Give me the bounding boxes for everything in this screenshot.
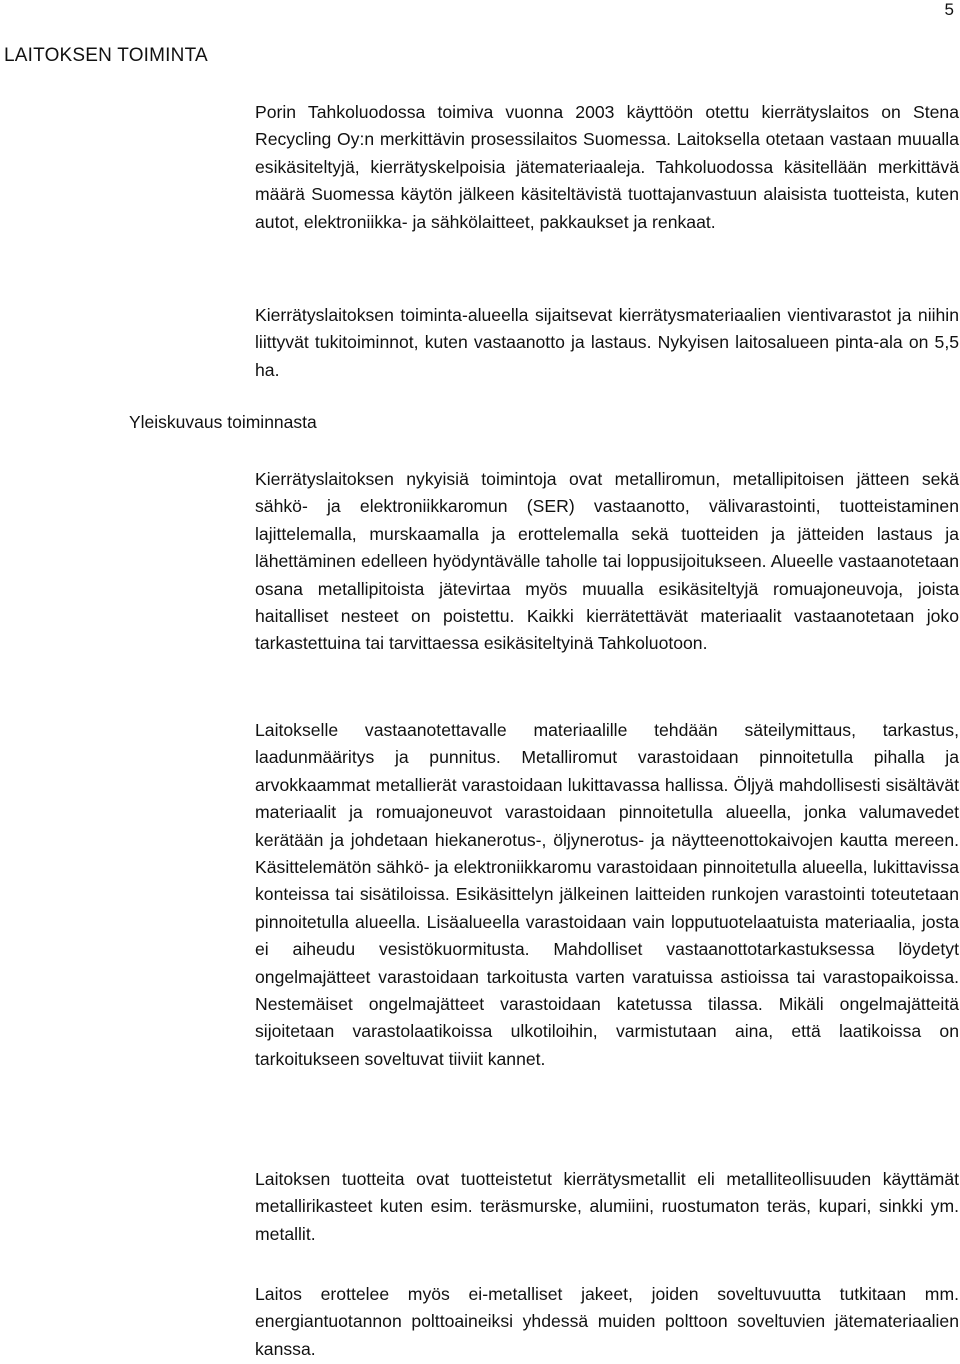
paragraph-operations: Kierrätyslaitoksen nykyisiä toimintoja ovat metalliromun, metallipitoisen jätteen sekä sähkö- ja elektroniikkaromun (SER) vastaanotto, välivarastointi, tuotteistaminen lajittelemalla, murskaamalla ja erottelemalla sekä tuotteiden ja jätteiden lastaus ja lähettäminen edelleen hyödyntävälle taholle tai loppusijoitukseen. Alueelle vastaanotetaan osana metallipitoista jätevirtaa myös muualla esikäsiteltyjä romuajoneuvoja, joista haitalliset nesteet on poistettu. Kaikki kierrätettävät materiaalit vastaanotetaan joko tarkastettuina tai tarvittaessa esikäsiteltyinä Tahkoluotoon. [255,469,959,654]
paragraph-storage: Laitokselle vastaanotettavalle materiaalille tehdään säteilymittaus, tarkastus, laadunmääritys ja punnitus. Metalliromut varastoidaan pinnoitetulla pihalla ja arvokkaammat metallierät varastoidaan lukittavassa hallissa. Öljyä mahdollisesti sisältävät materiaalit ja romuajoneuvot varastoidaan pinnoitetulla alueella, jonka valumavedet kerätään ja johdetaan hiekanerotus-, öljynerotus- ja näytteenottokaivojen kautta mereen. Käsittelemätön sähkö- ja elektroniikkaromu varastoidaan pinnoitetulla alueella, lukittavissa konteissa tai sisätiloissa. Esikäsittelyn jälkeinen laitteiden runkojen varastointi toteutetaan pinnoitetulla alueella. Lisäalueella varastoidaan vain lopputuotelaatuista materiaalia, josta ei aiheudu vesistökuormitusta. Mahdolliset vastaanottotarkastuksessa löydetyt ongelmajätteet varastoidaan tarkoitusta varten varatuissa astioissa tai varastopaikoissa. Nestemäiset ongelmajätteet varastoidaan katetussa tilassa. Mikäli ongelmajätteitä sijoitetaan varastolaatikoissa ulkotiloihin, varmistutaan aina, että laatikoissa on tarkoitukseen soveltuvat tiiviit kannet. [255,720,959,1069]
subheading-overview: Yleiskuvaus toiminnasta [129,412,317,432]
paragraph-non-metallic: Laitos erottelee myös ei-metalliset jakeet, joiden soveltuvuutta tutkitaan mm. energiantuotannon polttoaineiksi yhdessä muiden polttoon soveltuvien jätemateriaalien kanssa. [255,1284,959,1359]
paragraph-area: Kierrätyslaitoksen toiminta-alueella sijaitsevat kierrätysmateriaalien vientivarastot ja niihin liittyvät tukitoiminnot, kuten vastaanotto ja lastaus. Nykyisen laitosalueen pinta-ala on 5,5 ha. [255,305,959,380]
paragraph-intro: Porin Tahkoluodossa toimiva vuonna 2003 käyttöön otettu kierrätyslaitos on Stena Recycling Oy:n merkittävin prosessilaitos Suomessa. Laitoksella otetaan vastaan muualla esikäsiteltyjä, kierrätyskelpoisia jätemateriaaleja. Tahkoluodossa käsitellään merkittävä määrä Suomessa käytön jälkeen käsiteltävistä tuottajanvastuun alaisista tuotteista, kuten autot, elektroniikka- ja sähkölaitteet, pakkaukset ja renkaat. [255,102,959,232]
section-title: LAITOKSEN TOIMINTA [4,45,208,66]
page-number: 5 [944,0,954,19]
paragraph-products: Laitoksen tuotteita ovat tuotteistetut kierrätysmetallit eli metalliteollisuuden käyttämät metallirikasteet kuten esim. teräsmurske, alumiini, ruostumaton teräs, kupari, sinkki ym. metallit. [255,1169,959,1244]
